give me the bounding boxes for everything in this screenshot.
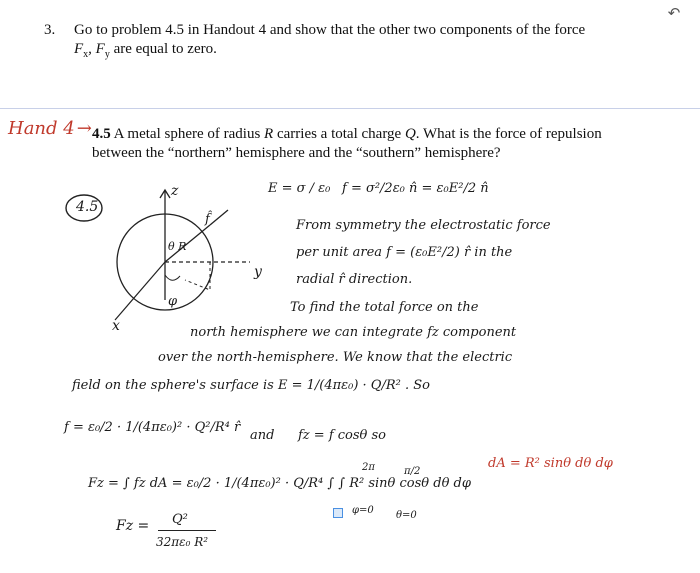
problem-line-1: Go to problem 4.5 in Handout 4 and show that the other two components of the force <box>74 22 586 38</box>
handout-problem-num: 4.5 <box>92 126 111 142</box>
fz-equation: fz = f cosθ so <box>298 428 386 443</box>
section-divider <box>0 108 700 109</box>
circle-label: 4.5 <box>76 199 99 215</box>
handout-text-3: . What is the force of repulsion <box>415 126 602 142</box>
f-hat-label: f̂ <box>205 212 210 227</box>
phi-upper-limit: 2π <box>362 462 375 473</box>
handout-R: R <box>264 126 274 142</box>
symmetry-line-2: per unit area f = (ε₀E²/2) r̂ in the <box>296 245 513 260</box>
f-full-equation: f = ε₀/2 · 1/(4πε₀)² · Q²/R⁴ r̂ <box>64 420 241 435</box>
force-F: F <box>74 41 84 57</box>
phi-label: φ <box>168 294 178 309</box>
theta-R-label: θ R <box>168 240 187 253</box>
problem-number: 3. <box>44 22 56 38</box>
symmetry-line-3: radial r̂ direction. <box>296 272 413 287</box>
Fz-result-numerator: Q² <box>172 512 188 527</box>
handout-Q: Q <box>404 126 416 142</box>
handout-text-2: carries a total charge <box>273 126 405 142</box>
handout-text-1: A metal sphere of radius <box>110 126 265 142</box>
find-line-2: north hemisphere we can integrate fz component <box>190 325 517 340</box>
force-F-mid: , F <box>88 41 105 57</box>
sub-x: x <box>83 49 89 60</box>
find-line-1: To find the total force on the <box>290 300 479 315</box>
axis-z-label: z <box>171 183 179 199</box>
axis-y-label: y <box>254 264 262 280</box>
handout-label: Hand 4 → <box>8 118 92 139</box>
sub-y: y <box>104 49 110 60</box>
selection-handle[interactable] <box>333 508 343 518</box>
Fz-integral: Fz = ∫ fz dA = ε₀/2 · 1/(4πε₀)² · Q/R⁴ ∫ ∫ R² sinθ cosθ dθ dφ <box>88 476 471 491</box>
axis-x-label: x <box>112 318 120 334</box>
and-text: and <box>250 428 275 443</box>
handout-label-text: Hand 4 <box>8 118 75 139</box>
x-axis <box>115 262 165 320</box>
theta-lower-limit: θ=0 <box>396 510 417 521</box>
symmetry-line-1: From symmetry the electrostatic force <box>296 218 551 233</box>
problem-line-2 <box>74 41 217 60</box>
find-line-3: over the north-hemisphere. We know that the electric <box>158 350 513 365</box>
f-equation: f = σ²/2ε₀ n̂ = ε₀E²/2 n̂ <box>342 181 489 196</box>
find-line-4: field on the sphere's surface is E = 1/(4πε₀) · Q/R² . So <box>72 378 430 393</box>
handout-line-1 <box>92 126 692 143</box>
undo-arrow-icon[interactable]: ↶ <box>667 4 681 22</box>
f-vector <box>210 210 228 225</box>
dA-equation: dA = R² sinθ dθ dφ <box>488 456 613 471</box>
phi-lower-limit: φ=0 <box>352 505 374 516</box>
fraction-bar <box>158 530 216 531</box>
theta-upper-limit: π/2 <box>404 466 421 477</box>
phi-arc <box>165 275 180 280</box>
problem-line-2-end: are equal to zero. <box>109 41 217 57</box>
Fz-result-lhs: Fz = <box>116 518 150 534</box>
E-equation: E = σ / ε₀ <box>268 181 331 196</box>
handout-line-2: between the “northern” hemisphere and the “southern” hemisphere? <box>92 145 501 161</box>
Fz-result-denominator: 32πε₀ R² <box>156 535 209 549</box>
